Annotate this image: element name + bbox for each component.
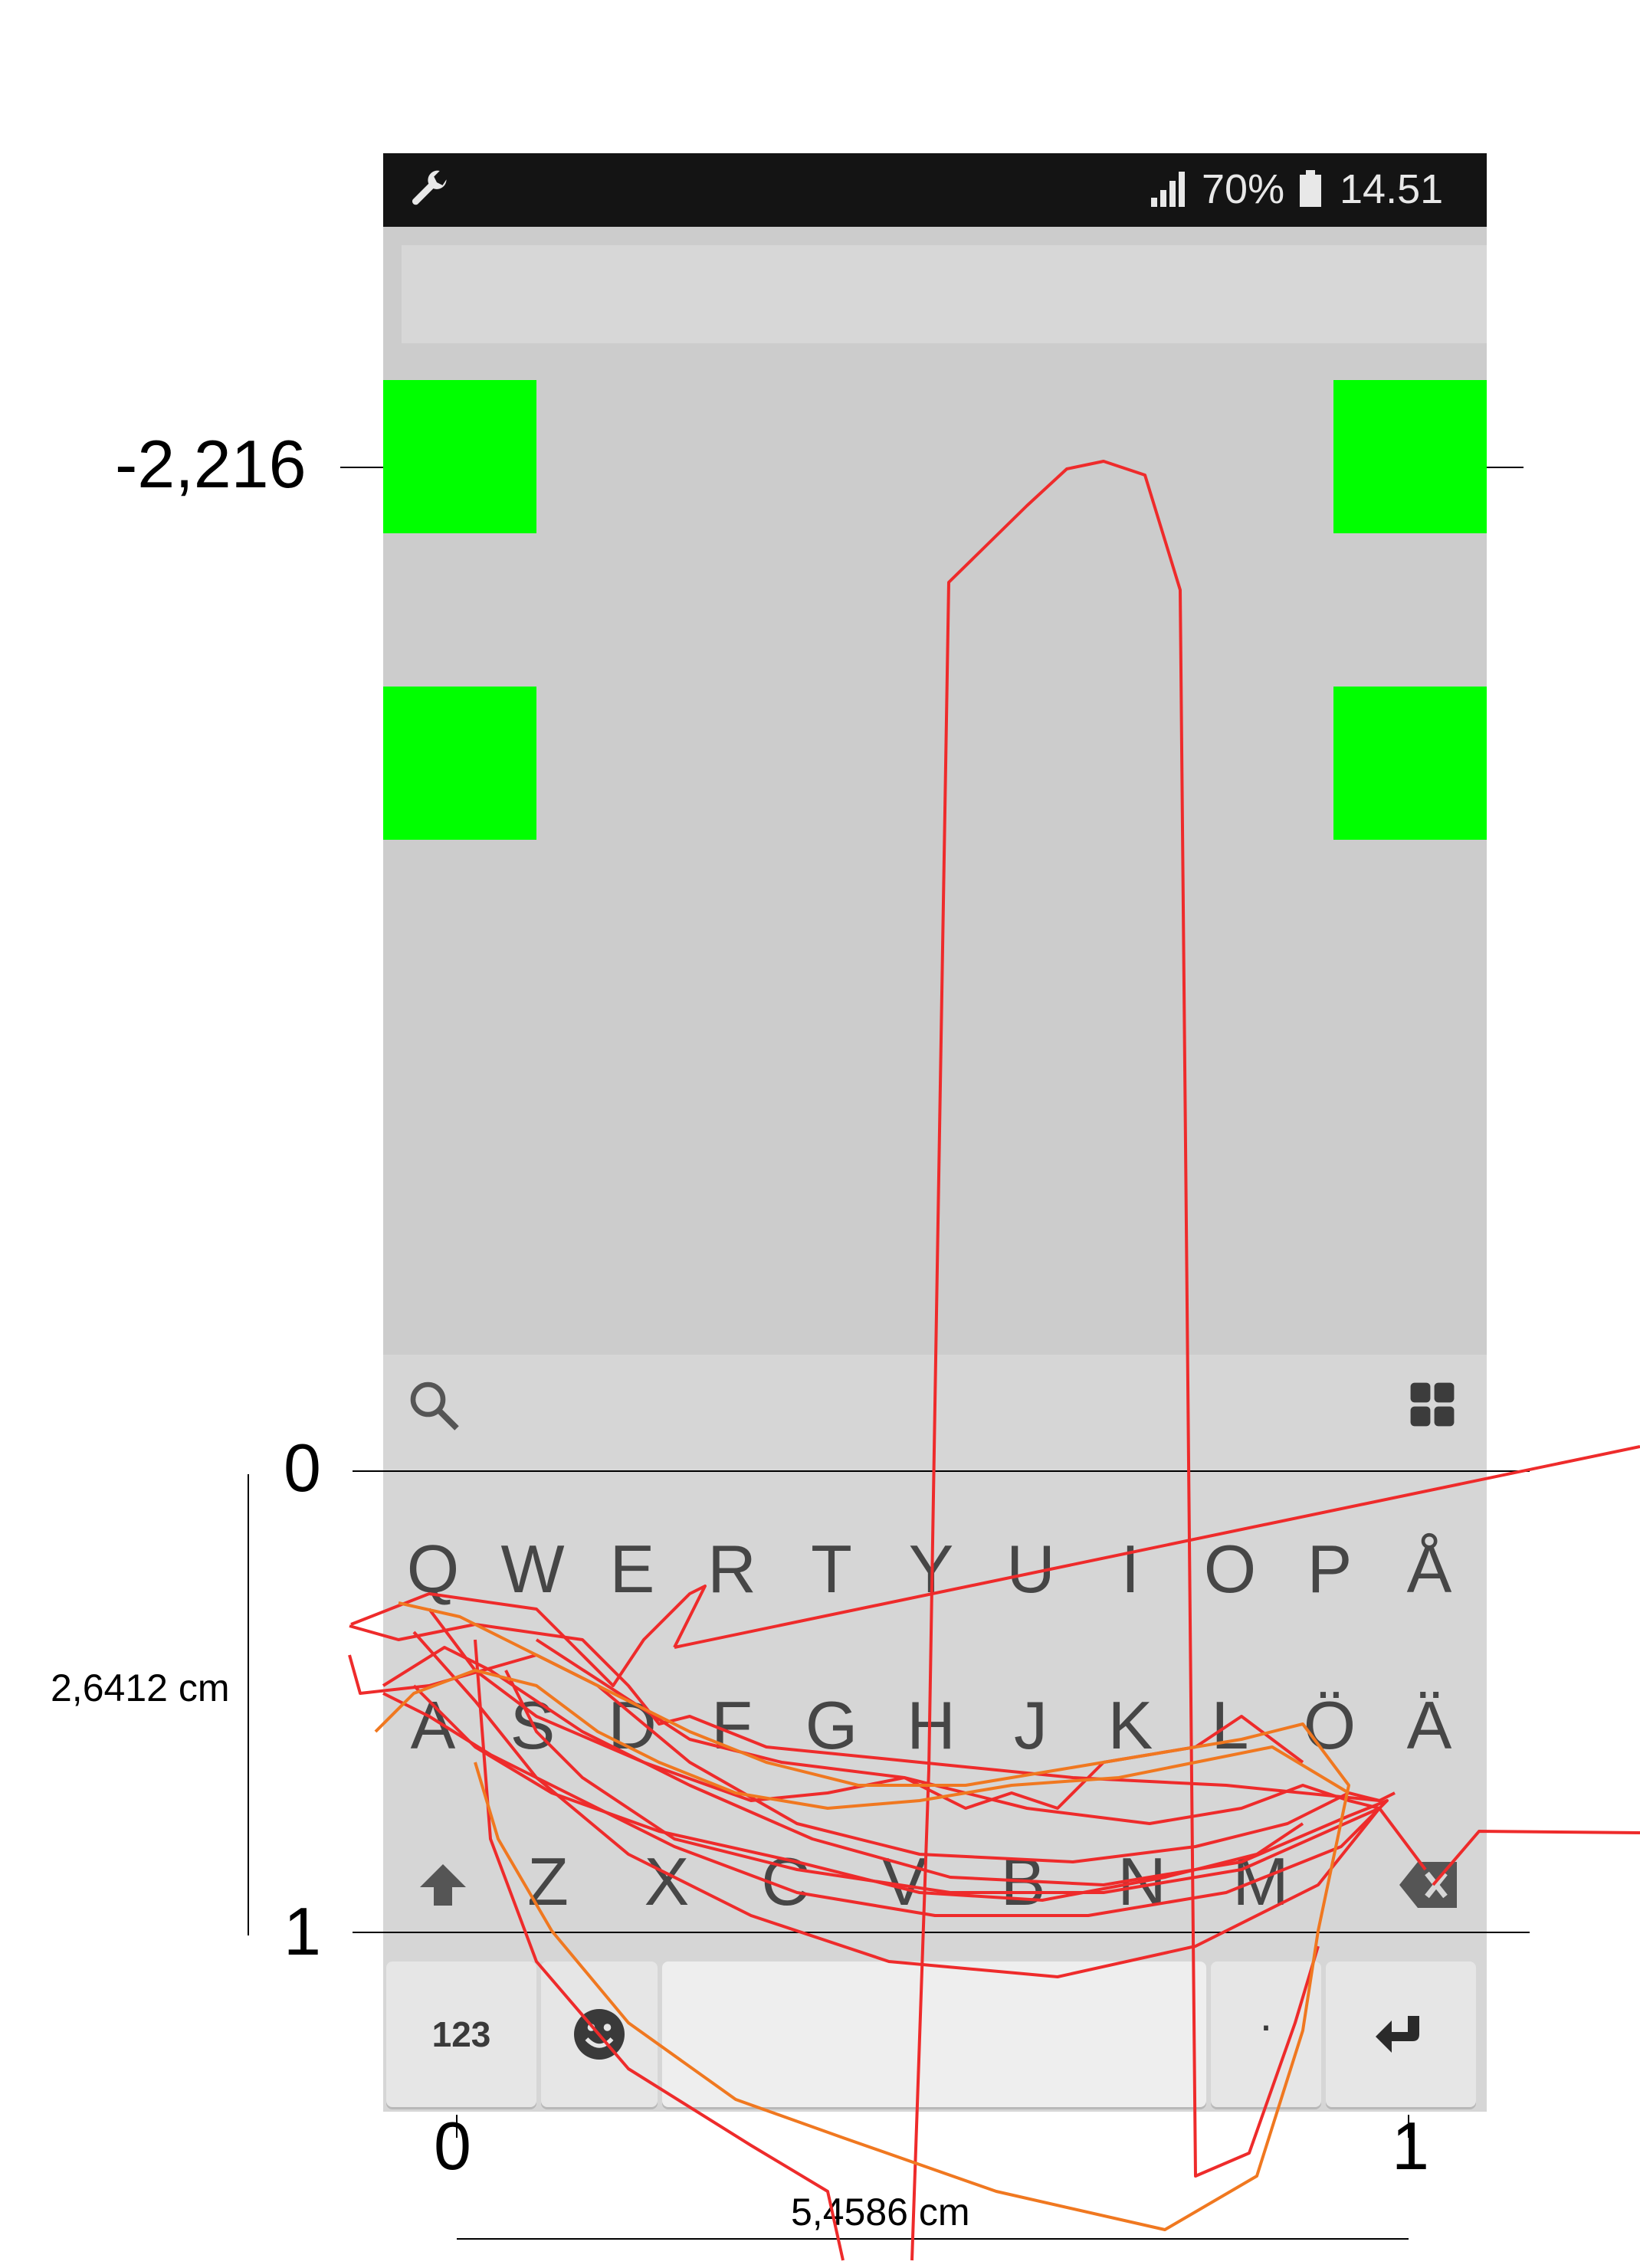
key-g[interactable]: G <box>805 1687 858 1763</box>
target-top-left[interactable] <box>383 380 536 533</box>
height-measure-label: 2,6412 cm <box>51 1667 230 1709</box>
text-input-bar[interactable] <box>402 245 1487 343</box>
key-a-umlaut[interactable]: Ä <box>1406 1687 1452 1763</box>
x-zero-label: 0 <box>434 2108 471 2184</box>
key-q[interactable]: Q <box>406 1531 460 1607</box>
search-icon[interactable] <box>406 1378 461 1433</box>
x-one-label: 1 <box>1392 2108 1429 2184</box>
grid-icon[interactable] <box>1409 1381 1456 1428</box>
key-o[interactable]: O <box>1203 1531 1257 1607</box>
enter-icon <box>1373 2010 1428 2059</box>
keyboard <box>383 1355 1487 2112</box>
y-zero-label: 0 <box>284 1430 321 1506</box>
key-aring[interactable]: Å <box>1406 1531 1452 1607</box>
key-a[interactable]: A <box>410 1687 456 1763</box>
wrench-icon <box>406 167 452 213</box>
backspace-icon[interactable] <box>1396 1857 1462 1912</box>
key-d[interactable]: D <box>608 1687 657 1763</box>
key-r[interactable]: R <box>707 1531 756 1607</box>
battery-percent: 70% <box>1202 166 1285 212</box>
key-p[interactable]: P <box>1307 1531 1353 1607</box>
key-n[interactable]: N <box>1117 1844 1166 1919</box>
target-mid-right[interactable] <box>1333 687 1487 840</box>
period-key-label: . <box>1259 1989 1273 2040</box>
key-v[interactable]: V <box>881 1844 927 1919</box>
width-measure-label: 5,4586 cm <box>791 2191 970 2234</box>
key-m[interactable]: M <box>1232 1844 1289 1919</box>
shift-icon[interactable] <box>415 1857 471 1912</box>
key-j[interactable]: J <box>1014 1687 1048 1763</box>
key-b[interactable]: B <box>1000 1844 1046 1919</box>
key-i[interactable]: I <box>1120 1531 1140 1607</box>
key-y[interactable]: Y <box>908 1531 954 1607</box>
key-e[interactable]: E <box>609 1531 655 1607</box>
key-k[interactable]: K <box>1107 1687 1153 1763</box>
signal-icon <box>1150 170 1189 207</box>
y-one-label: 1 <box>284 1893 321 1969</box>
key-w[interactable]: W <box>500 1531 565 1607</box>
key-l[interactable]: L <box>1211 1687 1249 1763</box>
emoji-key[interactable] <box>541 1962 658 2107</box>
key-h[interactable]: H <box>907 1687 956 1763</box>
key-s[interactable]: S <box>510 1687 556 1763</box>
target-mid-left[interactable] <box>383 687 536 840</box>
key-t[interactable]: T <box>811 1531 852 1607</box>
key-o-umlaut[interactable]: Ö <box>1303 1687 1356 1763</box>
key-c[interactable]: C <box>761 1844 810 1919</box>
y-top-value-label: -2,216 <box>115 426 307 502</box>
key-f[interactable]: F <box>711 1687 753 1763</box>
numbers-key-label: 123 <box>431 2014 491 2054</box>
phone-screen <box>383 153 1487 2112</box>
battery-icon <box>1300 170 1321 207</box>
enter-key[interactable] <box>1326 1962 1476 2107</box>
numbers-key[interactable] <box>386 1962 536 2107</box>
key-x[interactable]: X <box>644 1844 690 1919</box>
key-u[interactable]: U <box>1006 1531 1055 1607</box>
period-key[interactable] <box>1211 1962 1321 2107</box>
clock: 14.51 <box>1340 166 1444 212</box>
status-bar <box>383 153 1487 227</box>
smiley-icon <box>572 2007 627 2062</box>
target-top-right[interactable] <box>1333 380 1487 533</box>
space-bar[interactable] <box>662 1962 1206 2107</box>
key-z[interactable]: Z <box>527 1844 569 1919</box>
